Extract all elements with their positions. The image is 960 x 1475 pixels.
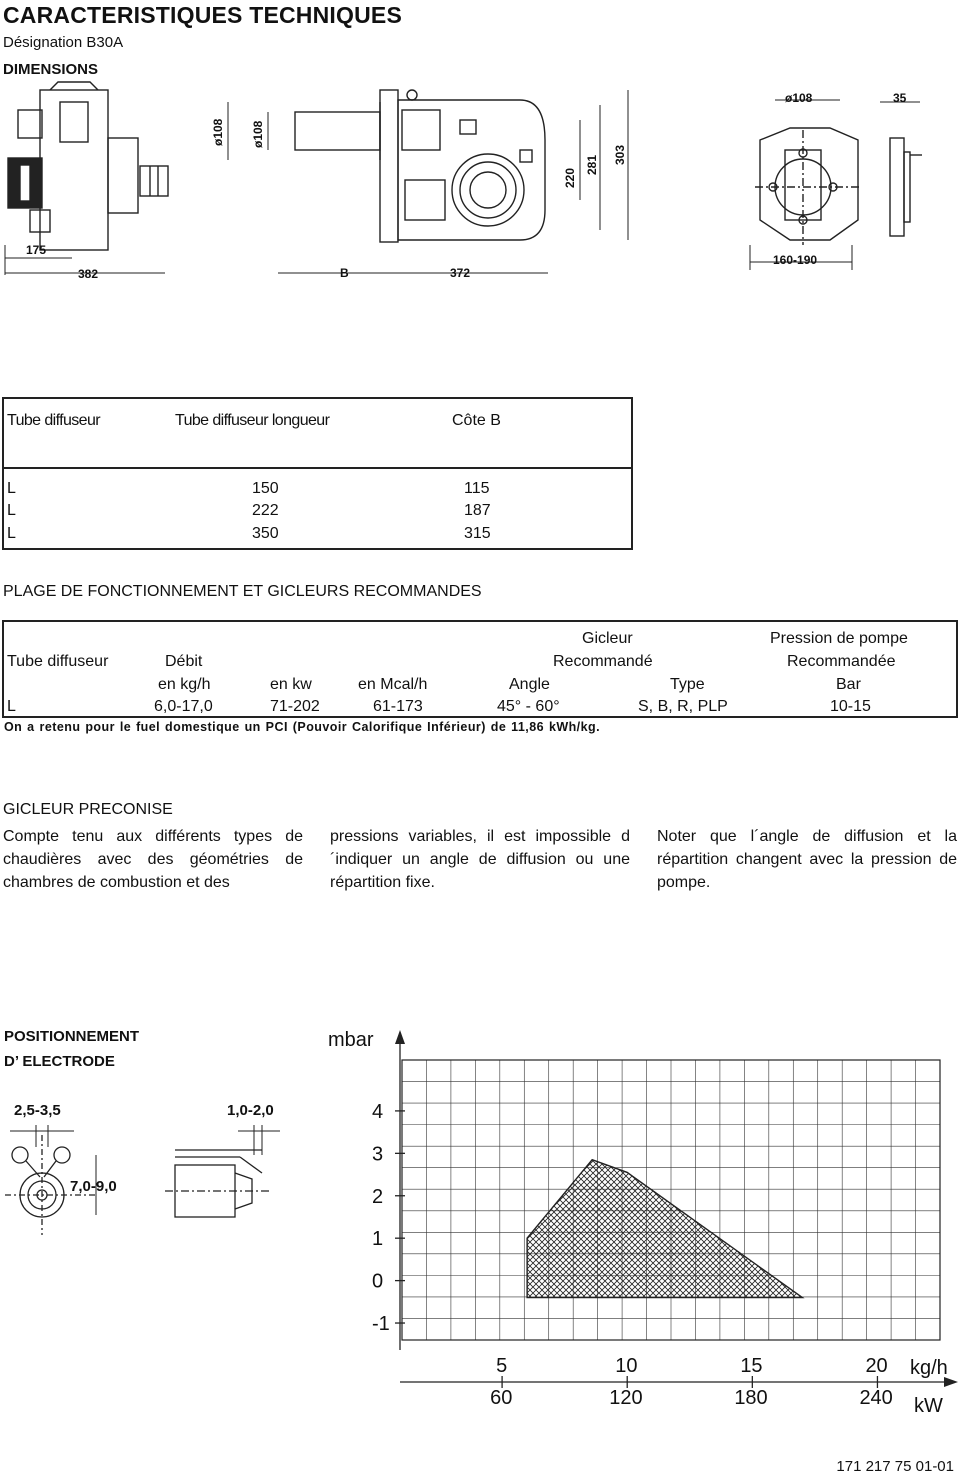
- angle-header: Angle: [509, 676, 550, 693]
- recommande-header: Recommandé: [553, 653, 653, 670]
- table-cell: 350: [252, 525, 279, 542]
- electrode-drawing: [0, 1095, 300, 1245]
- tube-col-header-1: Tube diffuseur: [7, 412, 100, 429]
- dim-d108-a: ø108: [211, 118, 225, 146]
- unit-kgh: en kg/h: [158, 676, 211, 693]
- table-row: L: [7, 480, 16, 497]
- gicleur-text-col1: Compte tenu aux différents types de chaudières avec des géométries de chambres de combustion et des: [3, 828, 303, 891]
- y-axis-label: mbar: [328, 1029, 374, 1051]
- x-axis-label: kg/h: [910, 1357, 948, 1379]
- dim-382: 382: [78, 267, 99, 281]
- plage-row-kgh: 6,0-17,0: [154, 698, 213, 715]
- dim-281: 281: [585, 154, 599, 175]
- dim-front-d108: ø108: [785, 91, 813, 105]
- tube-diffuseur-header: Tube diffuseur: [7, 653, 109, 670]
- x2-tick-label: 240: [859, 1387, 893, 1409]
- dim-220: 220: [563, 167, 577, 188]
- table-row: L: [7, 525, 16, 542]
- y-tick-label: 4: [372, 1100, 384, 1123]
- table-cell: 315: [464, 525, 491, 542]
- gicleur-text-col3: Noter que l´angle de diffusion et la répartition changent avec la pression de pompe.: [657, 828, 957, 891]
- plage-row-mcal: 61-173: [373, 698, 423, 715]
- x2-tick-label: 60: [490, 1387, 513, 1409]
- plage-row-tube: L: [7, 698, 16, 715]
- dim-372: 372: [450, 266, 471, 280]
- dimensions-heading: DIMENSIONS: [3, 61, 99, 78]
- y-tick-label: 3: [372, 1143, 384, 1166]
- x2-tick-label: 180: [734, 1387, 768, 1409]
- diffuser-tube: [295, 112, 380, 150]
- x2-axis-label: kW: [914, 1395, 943, 1417]
- gicleur-preconise-heading: GICLEUR PRECONISE: [3, 801, 173, 818]
- x-tick-label: 10: [615, 1355, 638, 1377]
- table-cell: 187: [464, 502, 491, 519]
- fan-housing: [452, 154, 524, 226]
- tube-col-header-3: Côte B: [452, 412, 501, 429]
- y-axis-arrow: [395, 1030, 405, 1044]
- x-tick-label: 20: [865, 1355, 888, 1377]
- plage-area: [527, 1160, 802, 1298]
- dimensions-drawing: [0, 80, 960, 290]
- gicleur-text-col2: pressions variables, il est impossible d´indiquer un angle de diffusion ou une répartition fixe.: [330, 828, 630, 891]
- designation: Désignation B30A: [3, 34, 124, 51]
- y-tick-label: 2: [372, 1185, 384, 1208]
- plage-row-angle: 45° - 60°: [497, 698, 560, 715]
- dim-160-190: 160-190: [773, 253, 818, 267]
- dim-7-0-9-0: 7,0-9,0: [70, 1178, 117, 1195]
- dim-175: 175: [26, 243, 47, 257]
- bar-header: Bar: [836, 676, 861, 693]
- pressure-flow-chart: [320, 1020, 960, 1420]
- page-title: CARACTERISTIQUES TECHNIQUES: [3, 2, 402, 28]
- dim-1-0-2-0: 1,0-2,0: [227, 1102, 274, 1119]
- plage-row-type: S, B, R, PLP: [638, 698, 728, 715]
- table-cell: 150: [252, 480, 279, 497]
- plage-heading: PLAGE DE FONCTIONNEMENT ET GICLEURS RECOMMANDES: [3, 583, 482, 600]
- x2-tick-label: 120: [609, 1387, 643, 1409]
- document-code: 171 217 75 01-01: [836, 1458, 954, 1475]
- y-tick-label: 0: [372, 1270, 384, 1293]
- pci-note: On a retenu pour le fuel domestique un PCI (Pouvoir Calorifique Inférieur) de 11,86 kWh/kg.: [4, 720, 601, 734]
- table-cell: 222: [252, 502, 279, 519]
- dim-b: B: [340, 266, 349, 280]
- dim-d108-b: ø108: [251, 120, 265, 148]
- debit-header: Débit: [165, 653, 203, 670]
- x-tick-label: 5: [496, 1355, 508, 1377]
- plage-row-kw: 71-202: [270, 698, 320, 715]
- unit-kw: en kw: [270, 676, 312, 693]
- table-cell: 115: [464, 480, 490, 497]
- y-tick-label: 1: [372, 1228, 384, 1251]
- chart-area-group: [527, 1160, 802, 1298]
- recommandee-header: Recommandée: [787, 653, 896, 670]
- burner-housing: [398, 100, 545, 240]
- unit-mcal: en Mcal/h: [358, 676, 428, 693]
- pression-header: Pression de pompe: [770, 630, 908, 647]
- gicleur-header: Gicleur: [582, 630, 633, 647]
- dim-2-5-3-5: 2,5-3,5: [14, 1102, 61, 1119]
- type-header: Type: [670, 676, 705, 693]
- table-row: L: [7, 502, 16, 519]
- dim-303: 303: [613, 144, 627, 165]
- x-tick-label: 15: [740, 1355, 763, 1377]
- dim-35: 35: [893, 91, 907, 105]
- plage-row-bar: 10-15: [830, 698, 871, 715]
- electrode-heading-1: POSITIONNEMENT: [4, 1028, 140, 1045]
- electrode-heading-2: D’ ELECTRODE: [4, 1053, 115, 1070]
- tube-col-header-2: Tube diffuseur longueur: [175, 412, 330, 429]
- y-tick-label: -1: [372, 1313, 390, 1336]
